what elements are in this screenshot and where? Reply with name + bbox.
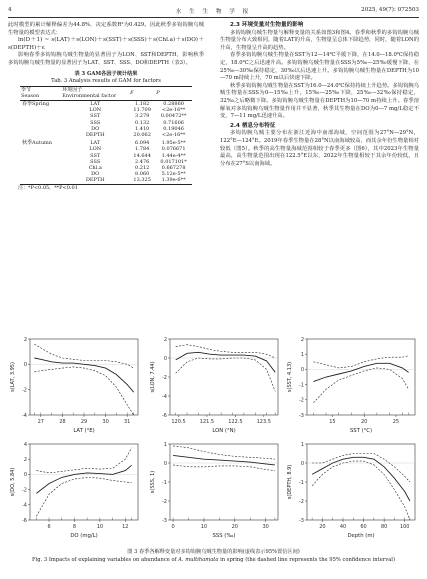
table-caption-cn: 表 3 GAM各因子统计结果 xyxy=(74,70,138,77)
y-tick-label: 2 xyxy=(300,336,304,343)
cell-factor: SSS xyxy=(90,158,101,165)
upper-ci-line xyxy=(312,454,410,483)
cell-f: 2.476 xyxy=(135,158,150,165)
x-tick-label: 0 xyxy=(171,524,175,530)
y-tick-label: -4 xyxy=(22,412,27,419)
x-axis-label: LAT (°E) xyxy=(73,428,95,434)
y-axis-label: s(SST, 4.13) xyxy=(287,361,293,393)
rug-marks xyxy=(312,518,410,521)
x-tick-label: 20 xyxy=(231,524,238,530)
cell-season: 秋季Autumn xyxy=(22,140,53,147)
x-tick-label: 120.5 xyxy=(171,419,186,425)
y-tick-label: 0 xyxy=(23,362,27,369)
y-axis-label: s(LON, 7.44) xyxy=(150,361,156,393)
figure-3 xyxy=(8,335,419,550)
y-axis-label: s(DEPTH, 8.9) xyxy=(287,464,293,500)
cell-p: 5.12e-5** xyxy=(161,171,186,178)
cell-p: 0.017101* xyxy=(160,158,187,165)
paragraph-2-3-a: 多钩钩腕乌贼生物量与解释变量的关系如图3和图4。春季和秋季的多钩钩腕乌贼生物量分布大致相同，随着LAT的升高，生物量呈总体下降趋势，同时，随着LON的升高，生物量呈升高的趋势。 xyxy=(220,29,419,51)
cell-f: 6.094 xyxy=(135,140,150,147)
header-rule xyxy=(8,17,419,18)
x-tick-label: 20 xyxy=(319,524,326,530)
cell-factor: DEPTH xyxy=(61,177,129,184)
x-axis-label: DO (mg/L) xyxy=(70,533,98,539)
effect-panel-sss xyxy=(148,440,282,540)
cell-factor: LAT xyxy=(90,100,101,107)
plot-frame xyxy=(30,339,138,415)
th-factor: 环境因子 Environmental factor xyxy=(61,86,129,100)
y-tick-label: 0 xyxy=(300,367,304,374)
rug-marks xyxy=(34,413,133,416)
cell-factor: LAT xyxy=(90,140,101,147)
y-axis-label: s(SSS, 1) xyxy=(150,470,156,494)
y-tick-label: -3 xyxy=(162,517,167,524)
section-2-3-heading: 2.3 环境变量对生物量的影响 xyxy=(230,22,304,28)
x-tick-label: 60 xyxy=(360,524,367,530)
paragraph-model: 此时模型的累计解释偏差为44.8%，决定系数R²为0.429。因此秋季多钩钩腕乌贼生物量的模型表达式： xyxy=(8,22,204,36)
table-caption-en: Tab. 3 Analysis results of GAM for factors xyxy=(51,77,161,84)
smooth-effect-line xyxy=(173,455,275,465)
y-tick-label: 0 xyxy=(23,472,27,479)
section-2-4-heading: 2.4 栖息分布特征 xyxy=(230,122,276,129)
cell-f: 14.644 xyxy=(133,152,151,159)
table-row xyxy=(20,132,192,140)
paragraph-2-3-c: 秋季多钩钩腕乌贼生物量在SST为16.0—24.0℃保持持续上升趋势。多钩钩腕乌贼生物量在SSS为0—15‰上升，15‰—25‰下降，25‰—32‰保持稳定，32‰之后略微下降。多钩钩腕乌贼生物量在DEPTH为10—70 m持续上升。春季溶解氧对多钩钩腕乌贼生物量作用并不显著，秋季其生物量在DO为0—7 mg/L稳定不变，7—11 mg/L迅速升高。 xyxy=(220,82,419,120)
upper-ci-line xyxy=(313,356,408,368)
figure-caption-en: Fig. 3 Impacts of explaining variables on abundance of A. multihamata in spring (the dashed line represents the 95% confidence interval) xyxy=(32,556,395,563)
cell-p: <2e-16** xyxy=(161,131,186,138)
x-axis-label: LON (°N) xyxy=(212,428,236,434)
y-tick-label: -6 xyxy=(162,412,167,419)
y-tick-label: -2 xyxy=(22,387,27,394)
upper-ci-line xyxy=(176,345,276,358)
paragraph-2-3-b: 春季多钩钩腕乌贼生物量在SST为12—14℃平缓下降，在14.0—18.0℃保持稳定，18.0℃之后迅速升高。多钩钩腕乌贼生物量在SSS为5‰—25‰缓慢下降，在25‰—30‰保持稳定，30‰以后迅速上升。多钩钩腕乌贼生物量在DEPTH为10—70 m持续上升，70 m以后快速下降。 xyxy=(220,52,419,82)
cell-factor: DEPTH xyxy=(85,131,105,138)
x-tick-label: 20 xyxy=(360,419,368,425)
lower-ci-line xyxy=(173,465,275,471)
table-row xyxy=(20,177,192,184)
x-tick-label: 31 xyxy=(124,419,131,425)
cell-f: 0.132 xyxy=(135,119,150,126)
cell-factor: Chl.a xyxy=(88,165,102,171)
y-tick-label: 2 xyxy=(163,336,167,343)
effect-panel-depth xyxy=(285,440,419,540)
x-tick-label: 100 xyxy=(399,524,410,530)
rug-marks xyxy=(173,518,275,521)
x-axis-label: SST (°C) xyxy=(349,428,373,434)
x-tick-label: 12 xyxy=(122,524,129,530)
cell-f: 1.182 xyxy=(135,100,150,107)
cell-factor: LON xyxy=(89,146,102,153)
cell-factor: LON xyxy=(89,107,102,114)
y-tick-label: 0 xyxy=(163,460,167,467)
cell-f: 3.279 xyxy=(135,113,150,120)
rug-marks xyxy=(36,518,131,521)
gam-table xyxy=(20,86,192,185)
cell-season xyxy=(20,132,61,140)
cell-f: 1.410 xyxy=(135,125,150,132)
effect-plot-do xyxy=(8,440,142,540)
x-tick-label: 6 xyxy=(47,524,51,530)
lower-ci-line xyxy=(313,368,408,403)
lower-ci-line xyxy=(34,367,133,415)
table-note: 注：*P<0.05，**P<0.01 xyxy=(18,184,78,191)
cell-factor: SSS xyxy=(90,119,101,126)
cell-f: 8.060 xyxy=(135,171,150,178)
journal-name: 水 生 生 物 学 报 xyxy=(175,9,252,15)
cell-factor: SST xyxy=(90,152,101,159)
x-tick-label: 30 xyxy=(262,524,269,530)
table-caption xyxy=(8,71,204,85)
x-tick-label: 25 xyxy=(392,419,400,425)
y-tick-label: 4 xyxy=(23,441,27,448)
x-tick-label: 80 xyxy=(380,524,388,530)
cell-factor: DO xyxy=(91,171,100,178)
citation: 2025, 49(7): 072503 xyxy=(361,7,419,13)
paragraph-significance: 影响春季多钩钩腕乌贼生物量的显著因子为LON、SST和DEPTH，影响秋季多钩钩腕乌贼生物量的显著因子为LAT、SST、SSS、DO和DEPTH（表3）。 xyxy=(8,52,204,66)
x-tick-label: 15 xyxy=(329,419,336,425)
y-axis-label: s(DO, 5.84) xyxy=(10,467,16,497)
x-tick-label: 121.5 xyxy=(199,419,215,425)
cell-f: 1.784 xyxy=(135,146,150,153)
cell-factor: DO xyxy=(91,125,100,132)
x-tick-label: 30 xyxy=(102,419,109,425)
x-tick-label: 27 xyxy=(37,419,44,425)
model-formula: ln(D＋1) ~ s(LAT)＋s(LON)＋s(SST)＋s(SSS)＋s(Chl.a)＋s(DO)＋s(DEPTH)＋ε xyxy=(8,37,204,51)
cell-season xyxy=(20,177,61,184)
figure-caption-cn: 图 3 春季各解释变量对多钩钩腕乌贼生物量的影响(虚线表示95%置信区间) xyxy=(127,549,300,555)
cell-p: 1.39e-6** xyxy=(155,177,192,184)
y-tick-label: 0 xyxy=(163,355,167,362)
plot-frame xyxy=(170,444,278,520)
effect-panel-lon xyxy=(148,335,282,435)
cell-f: 13.325 xyxy=(129,177,155,184)
y-tick-label: -4 xyxy=(162,393,167,400)
cell-f: 11.709 xyxy=(133,107,151,114)
y-tick-label: -2 xyxy=(162,374,167,381)
plot-frame xyxy=(30,444,138,520)
effect-plot-sss xyxy=(148,440,282,540)
cell-p: 0.71606 xyxy=(163,119,184,126)
th-season: 季节 Season xyxy=(20,86,61,100)
table-row xyxy=(20,100,192,107)
rug-marks xyxy=(176,413,275,416)
y-tick-label: -3 xyxy=(299,412,304,419)
cell-p: 1.95e-5** xyxy=(161,140,186,147)
smooth-effect-line xyxy=(312,457,410,501)
cell-f: 0.212 xyxy=(135,165,150,171)
cell-p: 1.44e-4** xyxy=(161,152,186,159)
x-axis-label: SSS (‰) xyxy=(212,533,236,539)
plot-frame xyxy=(307,444,415,520)
cell-p: 0.19046 xyxy=(163,125,184,132)
x-tick-label: 10 xyxy=(200,524,208,530)
gam-table-body xyxy=(20,100,192,184)
effect-plot-sst xyxy=(285,335,419,435)
y-tick-label: 2 xyxy=(23,336,27,343)
smooth-effect-line xyxy=(34,358,133,392)
cell-p: 0.28860 xyxy=(163,100,184,107)
rug-marks xyxy=(313,413,408,416)
effect-plot-depth xyxy=(285,440,419,540)
y-axis-label: s(LAT, 3.95) xyxy=(10,362,16,392)
x-tick-label: 123.5 xyxy=(256,419,271,425)
cell-p: 0.667278 xyxy=(161,165,186,171)
effect-panel-do xyxy=(8,440,142,540)
paragraph-2-4: 多钩钩腕乌贼主要分布在浙江近海中南部海域，空间范围为27°N—29°N，122°E—124°E。2019年春季生物量在28°N以南海域较高，而其余年份生物量相对较低（图5）。秋季的高生物量海域范围相较于春季更多（图6），其中2023年生物量最高，高生物量范围出现在122.5°E以东，2022年生物量相较于其余年份较低，且分布在27°S以南海域。 xyxy=(220,130,419,167)
th-f: F xyxy=(129,86,155,100)
running-header xyxy=(8,7,419,17)
plot-frame xyxy=(170,339,278,415)
x-tick-label: 122.5 xyxy=(228,419,243,425)
page-number: 4 xyxy=(8,7,12,13)
y-tick-label: -6 xyxy=(22,517,27,524)
y-tick-label: -2 xyxy=(299,498,304,505)
x-tick-label: 8 xyxy=(72,524,77,530)
y-tick-label: 1 xyxy=(163,441,167,448)
y-tick-label: -2 xyxy=(162,498,167,505)
smooth-effect-line xyxy=(36,465,131,493)
figure-caption xyxy=(8,549,419,564)
right-column xyxy=(220,22,419,168)
effect-panel-sst xyxy=(285,335,419,435)
lower-ci-line xyxy=(312,461,410,520)
lower-ci-line xyxy=(176,358,276,391)
y-tick-label: 0 xyxy=(300,460,304,467)
y-tick-label: 1 xyxy=(300,352,304,358)
y-tick-label: 1 xyxy=(300,441,304,448)
y-tick-label: -4 xyxy=(22,502,27,509)
x-tick-label: 28 xyxy=(59,419,66,425)
y-tick-label: 2 xyxy=(23,457,27,463)
cell-f: 20.062 xyxy=(133,131,151,138)
smooth-effect-line xyxy=(176,352,276,372)
y-tick-label: -3 xyxy=(299,517,304,524)
y-tick-label: -1 xyxy=(299,479,304,486)
plot-frame xyxy=(307,339,415,415)
cell-p: <2e-16** xyxy=(161,107,186,114)
cell-p: 0.076671 xyxy=(161,146,186,153)
x-axis-label: Depth (m) xyxy=(347,533,375,539)
upper-ci-line xyxy=(36,448,131,473)
effect-plot-lon xyxy=(148,335,282,435)
cell-p: 0.00472** xyxy=(160,113,187,120)
effect-plot-lat xyxy=(8,335,142,435)
effect-panel-lat xyxy=(8,335,142,435)
cell-factor: SST xyxy=(90,113,101,120)
y-tick-label: -2 xyxy=(299,397,304,404)
cell-season: 春季Spring xyxy=(22,100,50,107)
th-p: P xyxy=(155,86,192,100)
x-tick-label: 29 xyxy=(80,419,88,425)
y-tick-label: -2 xyxy=(22,487,27,494)
y-tick-label: -1 xyxy=(162,479,167,486)
x-tick-label: 40 xyxy=(339,524,347,530)
y-tick-label: -1 xyxy=(299,382,304,389)
left-column xyxy=(8,22,204,192)
x-tick-label: 10 xyxy=(96,524,104,530)
